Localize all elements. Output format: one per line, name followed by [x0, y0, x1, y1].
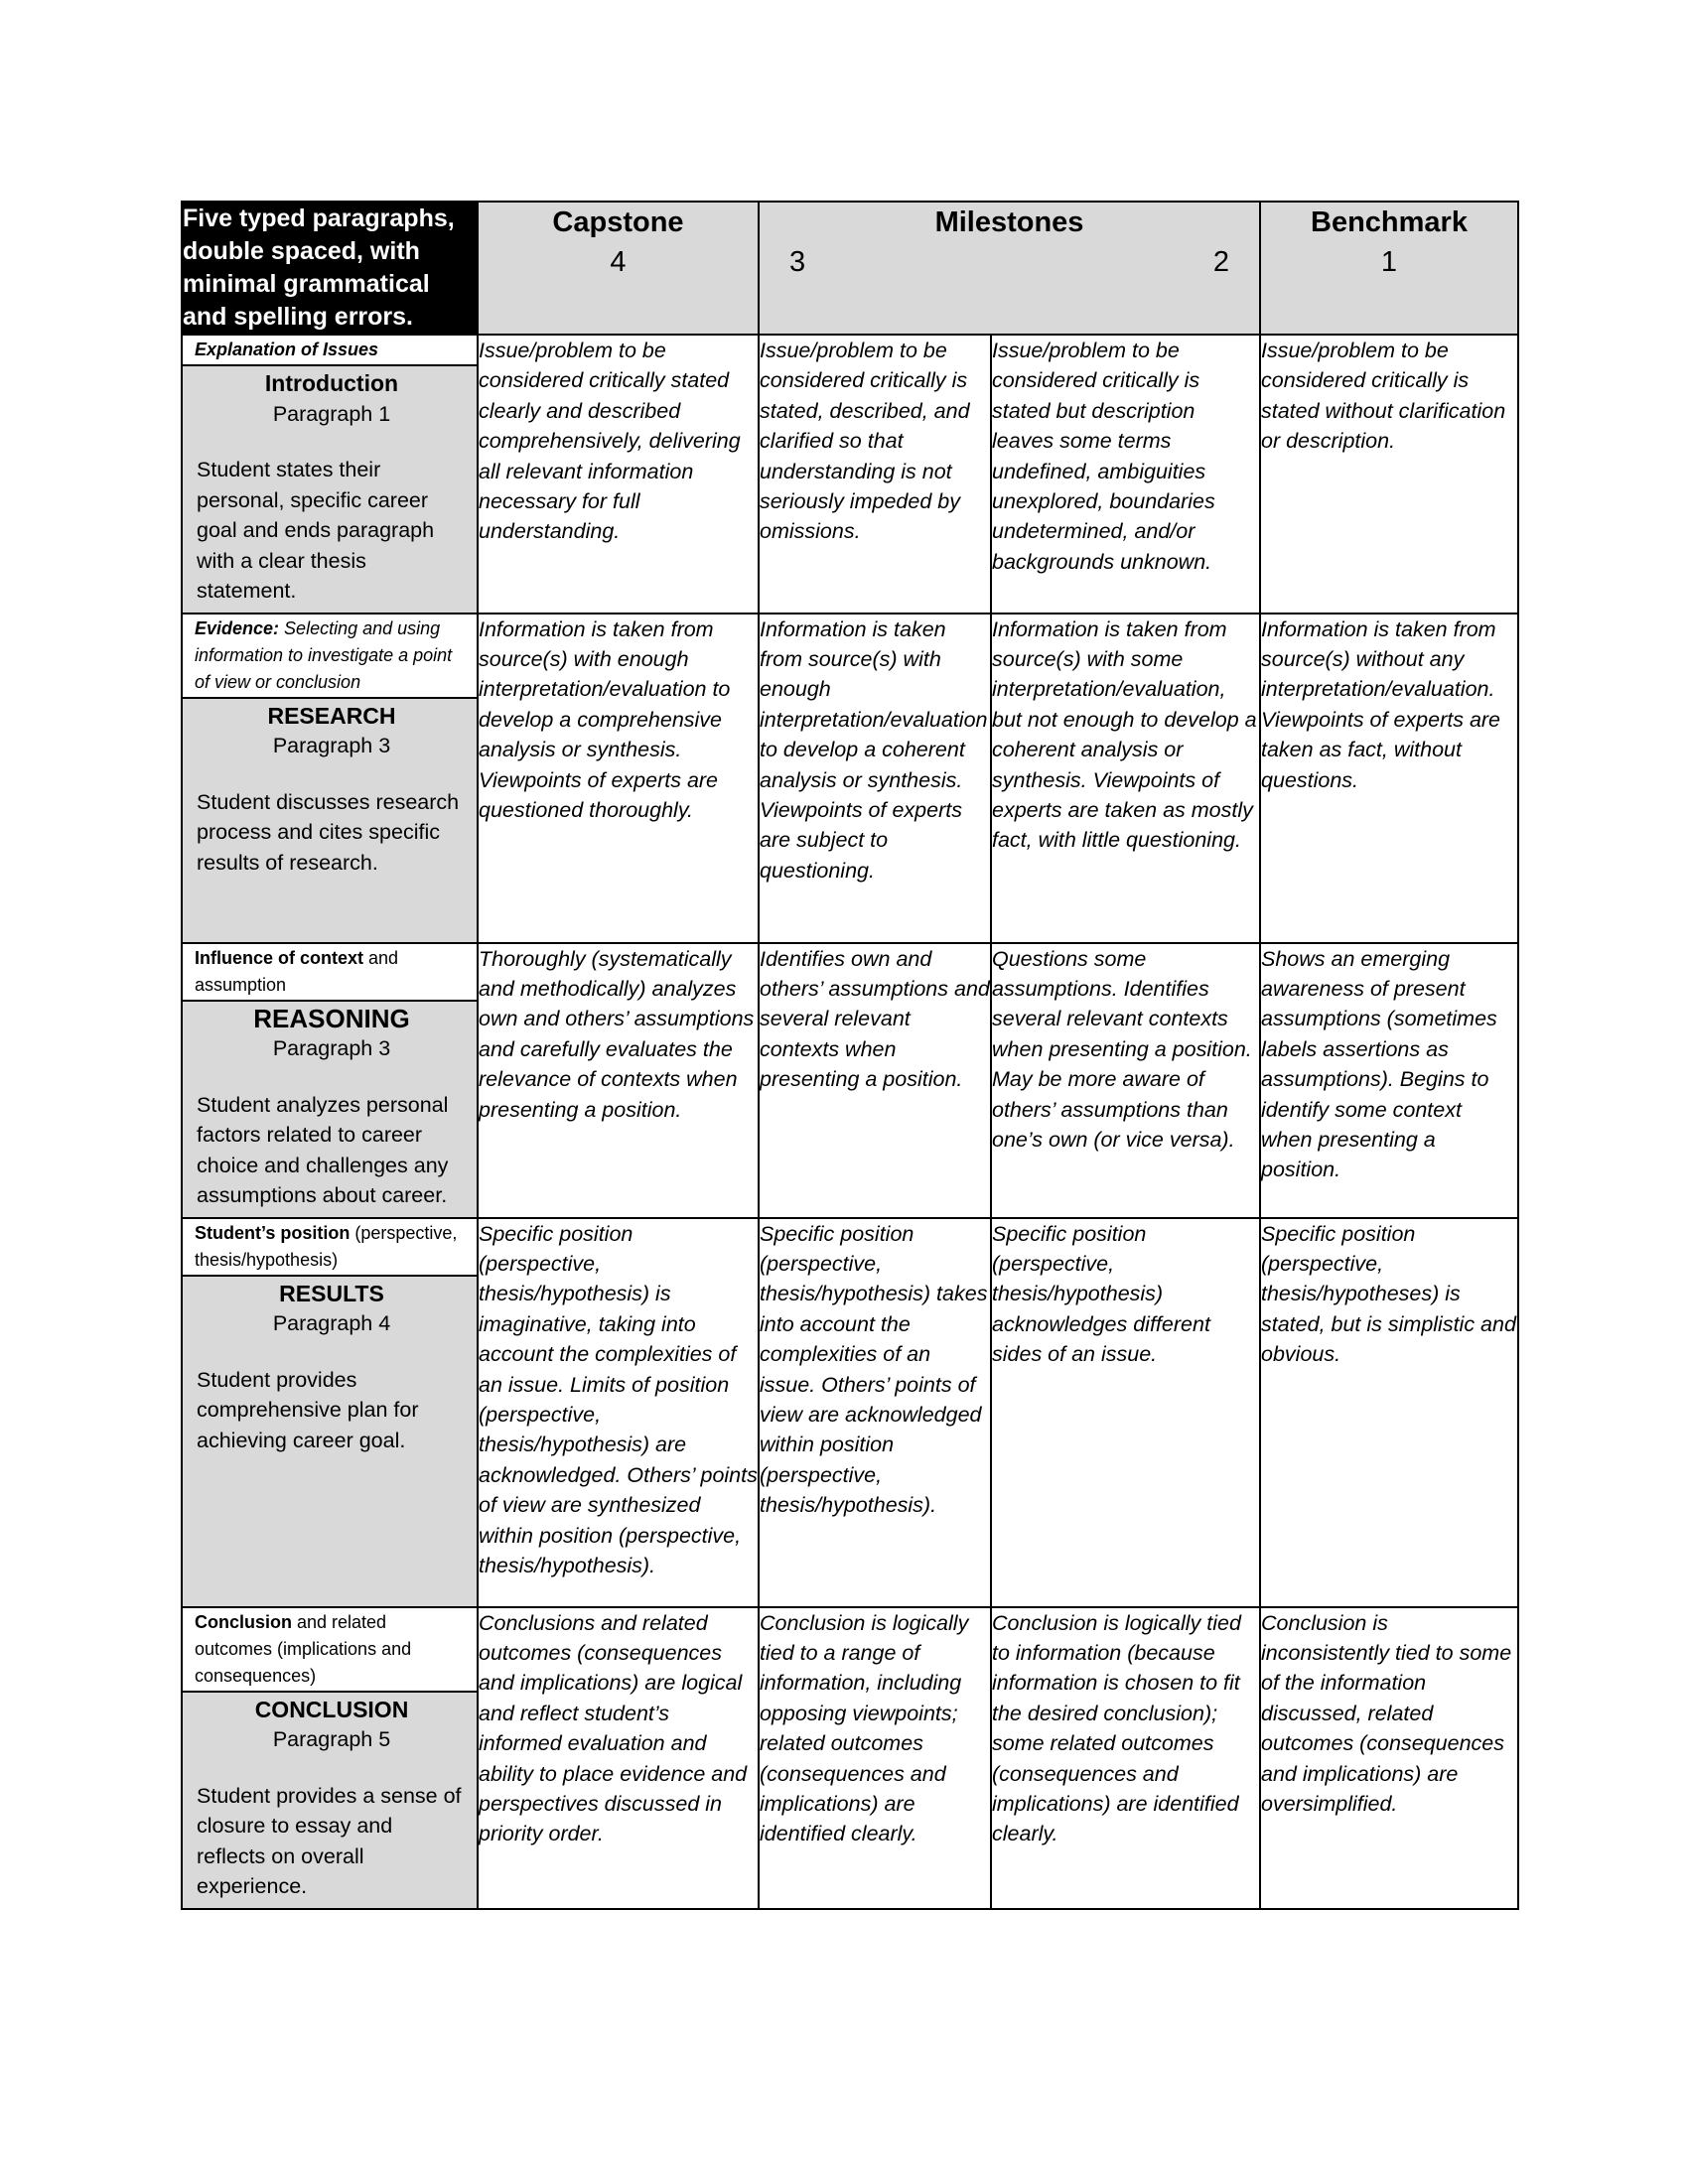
capstone-cell: Information is taken from source(s) with enough interpretation/evaluation to develop a comprehensive analysis or synthesis. Viewpoints of experts are questioned thoroughly.	[478, 614, 759, 943]
capstone-score: 4	[610, 246, 627, 278]
criterion-label-rest: (perspective, thesis/hypothesis)	[195, 1222, 458, 1270]
criterion-paragraph: Paragraph 5	[272, 1727, 391, 1751]
benchmark-cell: Specific position (perspective, thesis/hypotheses) is stated, but is simplistic and obvious.	[1260, 1218, 1518, 1607]
criterion-description: Student analyzes personal factors related to career choice and challenges any assumptions about career.	[197, 1092, 449, 1207]
criterion-label: Influence of context	[195, 947, 364, 968]
milestone-3-cell: Specific position (perspective, thesis/hypothesis) takes into account the complexities of an issue. Others’ points of view are acknowledged within position (perspective, thesis/hypothesis).	[759, 1218, 991, 1607]
criterion-description: Student provides a sense of closure to essay and reflects on overall experience.	[197, 1783, 462, 1898]
table-row	[182, 943, 1518, 1218]
criterion-cell	[182, 943, 478, 1218]
capstone-header	[478, 202, 759, 335]
capstone-cell: Thoroughly (systematically and methodically) analyzes own and others’ assumptions and carefully evaluates the relevance of contexts when presenting a position.	[478, 943, 759, 1218]
criterion-label: Evidence:	[195, 617, 280, 638]
benchmark-label: Benchmark	[1311, 206, 1468, 238]
criterion-label-rest: and assumption	[195, 947, 399, 995]
criterion-paragraph: Paragraph 3	[272, 734, 391, 757]
criterion-label: Explanation of Issues	[195, 340, 379, 359]
milestone-3-cell: Issue/problem to be considered critically is stated, described, and clarified so that understanding is not seriously impeded by omissions.	[759, 335, 991, 614]
criterion-description: Student states their personal, specific career goal and ends paragraph with a clear thesis statement.	[197, 458, 435, 603]
criterion-label-rest: and related outcomes (implications and consequences)	[195, 1611, 412, 1686]
capstone-label: Capstone	[552, 206, 684, 238]
criterion-description: Student provides comprehensive plan for achieving career goal.	[197, 1367, 419, 1452]
benchmark-header	[1260, 202, 1518, 335]
criterion-cell	[182, 335, 478, 614]
capstone-cell: Specific position (perspective, thesis/hypothesis) is imaginative, taking into account the complexities of an issue. Limits of position (perspective, thesis/hypothesis) are acknowledged. Others’ points of view are synthesized within position (perspective, thesis/hypothesis).	[478, 1218, 759, 1607]
milestone-3-cell: Conclusion is logically tied to a range of information, including opposing viewpoints; related outcomes (consequences and implications) are identified clearly.	[759, 1607, 991, 1909]
milestones-label: Milestones	[934, 206, 1084, 238]
criterion-label: Conclusion	[195, 1611, 292, 1632]
header-row	[182, 202, 1518, 335]
milestone-3-cell: Information is taken from source(s) with enough interpretation/evaluation to develop a coherent analysis or synthesis. Viewpoints of experts are subject to questioning.	[759, 614, 991, 943]
criterion-cell	[182, 1218, 478, 1607]
milestone-2-cell: Questions some assumptions. Identifies several relevant contexts when presenting a position. May be more aware of others’ assumptions than one’s own (or vice versa).	[991, 943, 1260, 1218]
milestone-2-cell: Specific position (perspective, thesis/hypothesis) acknowledges different sides of an issue.	[991, 1218, 1260, 1607]
rubric-table	[181, 201, 1519, 1910]
table-row	[182, 1607, 1518, 1909]
criterion-description: Student discusses research process and cites specific results of research.	[197, 789, 460, 875]
criterion-paragraph: Paragraph 4	[272, 1311, 391, 1335]
criterion-title: RESEARCH	[267, 702, 396, 729]
criterion-title: Introduction	[264, 370, 399, 396]
benchmark-cell: Conclusion is inconsistently tied to some of the information discussed, related outcomes (consequences and implications) are oversimplified.	[1260, 1607, 1518, 1909]
criterion-cell	[182, 1607, 478, 1909]
milestone-score-3: 3	[789, 246, 806, 278]
milestone-3-cell: Identifies own and others’ assumptions and several relevant contexts when presenting a position.	[759, 943, 991, 1218]
criterion-title: RESULTS	[279, 1280, 384, 1306]
milestone-2-cell: Information is taken from source(s) with some interpretation/evaluation, but not enough to develop a coherent analysis or synthesis. Viewpoints of experts are taken as mostly fact, with little questioning.	[991, 614, 1260, 943]
benchmark-cell: Information is taken from source(s) without any interpretation/evaluation. Viewpoints of experts are taken as fact, without questions.	[1260, 614, 1518, 943]
criterion-label-rest: Selecting and using information to investigate a point of view or conclusion	[195, 617, 453, 692]
criterion-paragraph: Paragraph 1	[272, 401, 391, 426]
table-row	[182, 1218, 1518, 1607]
milestone-2-cell: Conclusion is logically tied to information (because information is chosen to fit the desired conclusion); some related outcomes (consequences and implications) are identified clearly.	[991, 1607, 1260, 1909]
criterion-title: REASONING	[253, 1003, 410, 1033]
table-row	[182, 614, 1518, 943]
milestone-2-cell: Issue/problem to be considered critically is stated but description leaves some terms undefined, ambiguities unexplored, boundaries undetermined, and/or backgrounds unknown.	[991, 335, 1260, 614]
benchmark-cell: Issue/problem to be considered critically is stated without clarification or description.	[1260, 335, 1518, 614]
criterion-title: CONCLUSION	[254, 1696, 409, 1722]
benchmark-score: 1	[1380, 246, 1398, 278]
rubric-intro: Five typed paragraphs, double spaced, with minimal grammatical and spelling errors.	[182, 202, 478, 335]
table-row	[182, 335, 1518, 614]
benchmark-cell: Shows an emerging awareness of present assumptions (sometimes labels assertions as assumptions). Begins to identify some context when presenting a position.	[1260, 943, 1518, 1218]
capstone-cell: Issue/problem to be considered critically stated clearly and described comprehensively, delivering all relevant information necessary for full understanding.	[478, 335, 759, 614]
milestones-header	[759, 202, 1260, 335]
criterion-label: Student’s position	[195, 1222, 351, 1243]
milestone-score-2: 2	[1212, 246, 1229, 278]
capstone-cell: Conclusions and related outcomes (consequences and implications) are logical and reflect student’s informed evaluation and ability to place evidence and perspectives discussed in priority order.	[478, 1607, 759, 1909]
criterion-cell	[182, 614, 478, 943]
criterion-paragraph: Paragraph 3	[272, 1036, 391, 1060]
